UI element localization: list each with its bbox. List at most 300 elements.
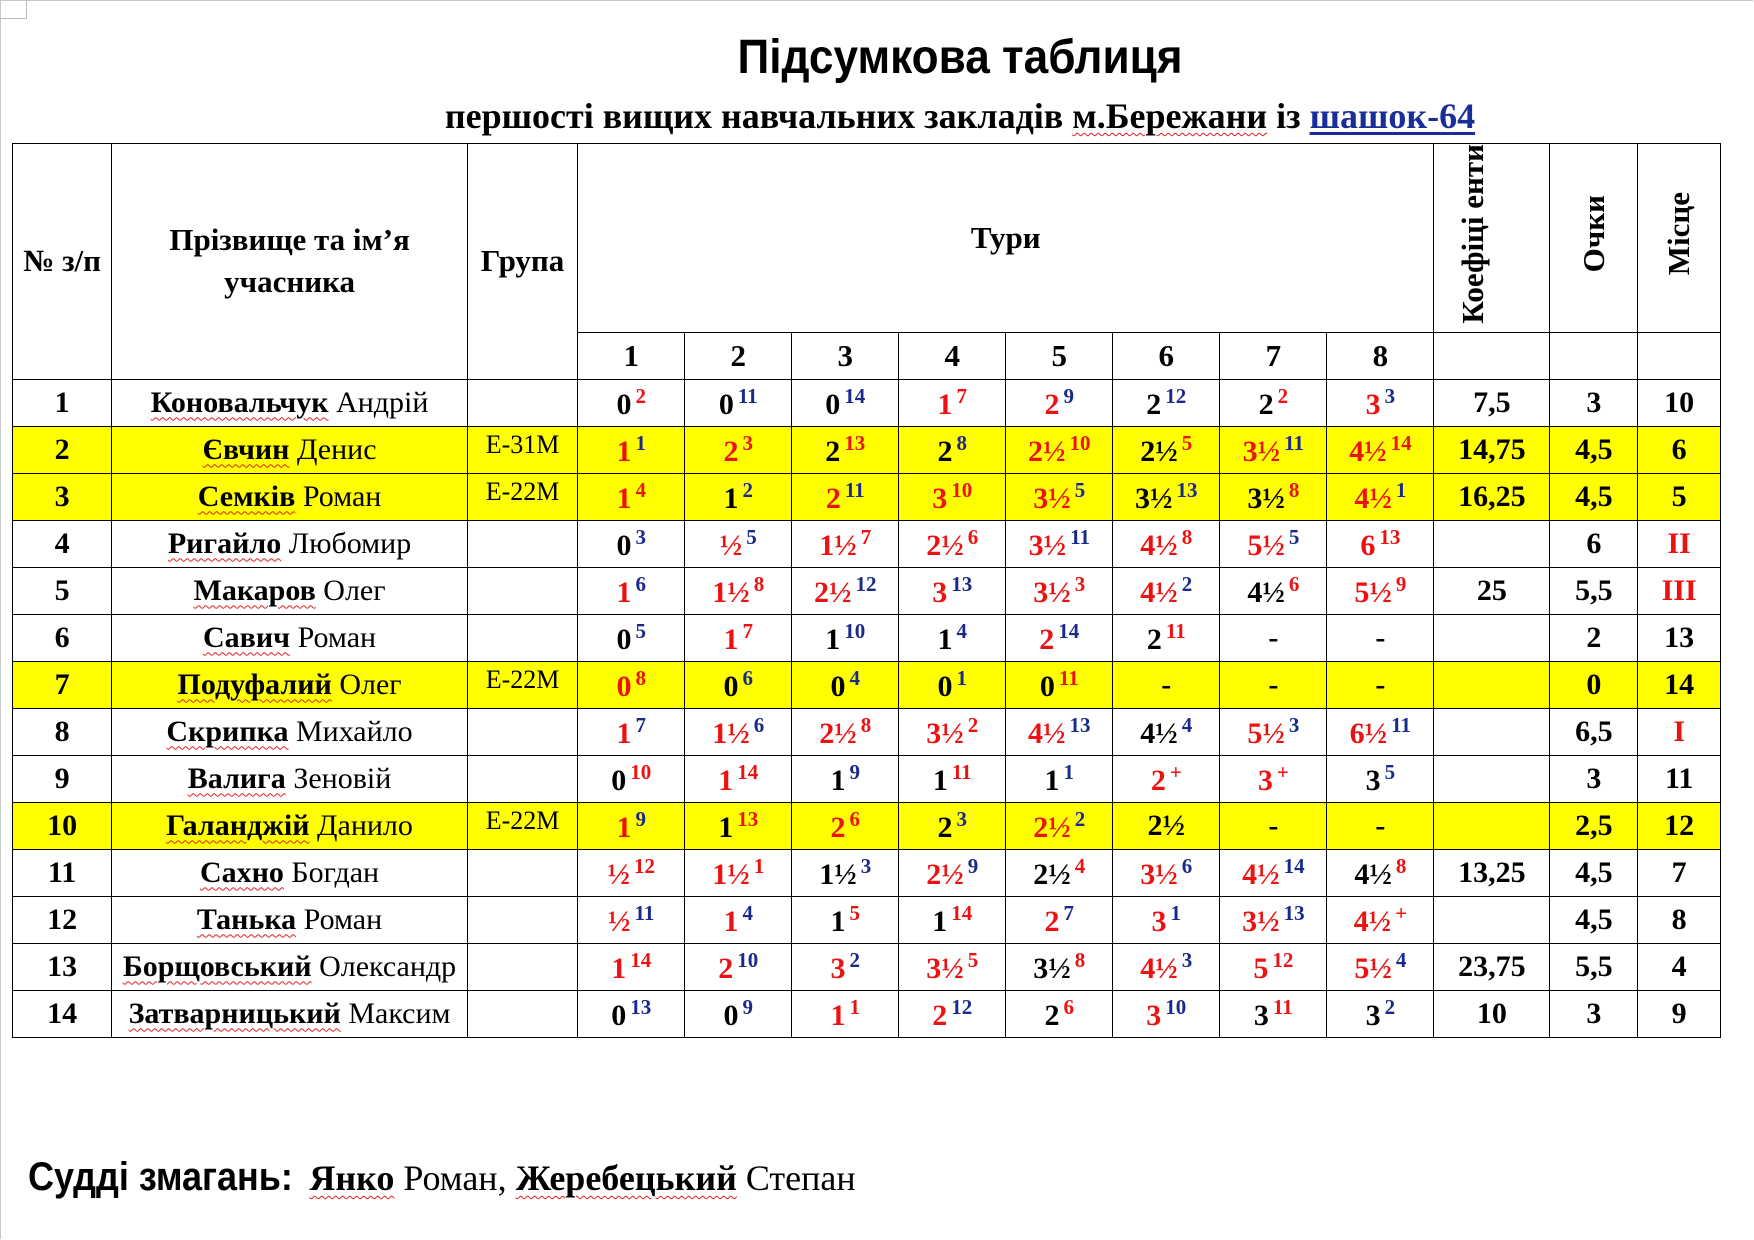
round-opponent: 4 (956, 618, 968, 643)
round-opponent: 13 (1176, 477, 1198, 502)
round-result (1006, 990, 1113, 1037)
participant-group (467, 379, 577, 426)
round-opponent: + (1395, 900, 1408, 925)
round-opponent: 1 (635, 430, 646, 455)
round-score: 1 (937, 387, 953, 421)
round-result (685, 567, 792, 614)
round-result (685, 943, 792, 990)
round-opponent: 3 (860, 853, 872, 878)
round-opponent: 10 (844, 618, 866, 643)
round-opponent: 11 (634, 900, 655, 925)
round-score: 0 (830, 669, 846, 703)
round-opponent: 8 (1395, 853, 1407, 878)
round-opponent: 2 (967, 712, 979, 737)
round-score: 0 (616, 669, 632, 703)
round-result (578, 708, 685, 755)
round-opponent: 1 (849, 994, 860, 1019)
round-score: 3½ (1242, 434, 1281, 468)
header-points: Очки (1550, 144, 1638, 333)
round-opponent: 10 (1165, 994, 1187, 1019)
coefficient: 23,75 (1434, 943, 1550, 990)
round-score: 1 (830, 904, 846, 938)
round-opponent: 10 (737, 947, 759, 972)
round-number: 4 (899, 332, 1006, 379)
round-opponent: 13 (1283, 900, 1305, 925)
round-result (685, 708, 792, 755)
round-opponent: 5 (967, 947, 979, 972)
round-opponent: 6 (635, 571, 646, 596)
round-opponent: 5 (746, 524, 757, 549)
round-opponent: 14 (1390, 430, 1412, 455)
round-result (1220, 661, 1327, 708)
participant-firstname: Роман (303, 902, 383, 936)
round-score: 0 (611, 998, 627, 1032)
round-opponent: 12 (855, 571, 877, 596)
participant-firstname: Олександр (319, 949, 457, 983)
round-opponent: 11 (1391, 712, 1411, 737)
round-score: 2 (1044, 904, 1060, 938)
round-score: 2½ (1033, 857, 1071, 891)
judge-1-name: Роман, (403, 1158, 507, 1198)
place: 8 (1638, 896, 1721, 943)
round-opponent: 14 (737, 759, 759, 784)
round-score: 4½ (1140, 951, 1178, 985)
participant-group: Е-31М (467, 426, 577, 473)
row-number: 14 (13, 990, 112, 1037)
round-score: 1 (723, 904, 739, 938)
participant-group (467, 943, 577, 990)
participant-surname: Ригайло (167, 526, 282, 560)
round-opponent: 8 (956, 430, 968, 455)
round-result (792, 802, 899, 849)
participant-name (112, 755, 468, 802)
participant-surname: Макаров (193, 573, 316, 607)
round-opponent: 8 (860, 712, 872, 737)
round-score: 2 (718, 951, 734, 985)
participant-firstname: Денис (296, 432, 377, 466)
points: 4,5 (1550, 426, 1638, 473)
round-result (685, 379, 792, 426)
round-score: 4½ (1354, 481, 1392, 515)
round-opponent: 9 (1063, 383, 1075, 408)
round-result (685, 990, 792, 1037)
round-opponent: 11 (1284, 430, 1304, 455)
round-result (685, 520, 792, 567)
round-opponent: 14 (844, 383, 866, 408)
round-opponent: 6 (742, 665, 753, 690)
round-opponent: 9 (742, 994, 753, 1019)
round-score: 3½ (1033, 951, 1071, 985)
round-number: 7 (1220, 332, 1327, 379)
round-score: 1 (825, 622, 841, 656)
round-score: 2½ (926, 528, 964, 562)
judge-2-surname: Жеребецький (515, 1158, 737, 1198)
round-result (899, 520, 1006, 567)
round-opponent: 13 (951, 571, 973, 596)
round-opponent: 14 (630, 947, 652, 972)
table-row (13, 896, 1721, 943)
row-number: 10 (13, 802, 112, 849)
round-result (1006, 802, 1113, 849)
round-result (792, 896, 899, 943)
round-opponent: + (1276, 759, 1289, 784)
points: 6,5 (1550, 708, 1638, 755)
round-score: 0 (825, 387, 841, 421)
round-score: ½ (719, 528, 743, 562)
round-opponent: 11 (844, 477, 865, 502)
coefficient (1434, 661, 1550, 708)
round-opponent: 2 (1277, 383, 1289, 408)
page-subtitle (0, 95, 1754, 137)
round-result (899, 755, 1006, 802)
round-number: 2 (685, 332, 792, 379)
round-opponent: 13 (844, 430, 866, 455)
round-result (792, 708, 899, 755)
round-opponent: 10 (1069, 430, 1091, 455)
round-number: 8 (1327, 332, 1434, 379)
round-score: 3½ (1033, 481, 1071, 515)
round-opponent: 4 (849, 665, 860, 690)
table-row (13, 426, 1721, 473)
round-score: 1 (937, 622, 953, 656)
round-score: 4½ (1349, 434, 1387, 468)
coefficient (1434, 755, 1550, 802)
round-opponent: 1 (1170, 900, 1182, 925)
round-score: 1 (616, 810, 632, 844)
round-result (792, 755, 899, 802)
round-opponent: 3 (1181, 947, 1193, 972)
round-score: 2 (1039, 622, 1055, 656)
participant-name (112, 849, 468, 896)
participant-group (467, 896, 577, 943)
round-result (1220, 755, 1327, 802)
round-result (1006, 943, 1113, 990)
header-place: Місце (1638, 144, 1721, 333)
participant-name (112, 426, 468, 473)
round-result (685, 896, 792, 943)
round-score: 5½ (1247, 716, 1285, 750)
round-opponent: 10 (951, 477, 973, 502)
round-score: 2 (1044, 998, 1060, 1032)
participant-firstname: Богдан (291, 855, 380, 889)
round-score: 4½ (1140, 575, 1178, 609)
round-opponent: 2 (635, 383, 646, 408)
round-result (685, 849, 792, 896)
round-result (1220, 473, 1327, 520)
round-opponent: 6 (1063, 994, 1075, 1019)
round-opponent: 8 (1074, 947, 1086, 972)
round-result (792, 473, 899, 520)
participant-name (112, 943, 468, 990)
round-result (1113, 849, 1220, 896)
round-opponent: 2 (742, 477, 753, 502)
round-result (1327, 896, 1434, 943)
round-result (578, 379, 685, 426)
points: 2 (1550, 614, 1638, 661)
participant-name (112, 661, 468, 708)
round-result (1006, 426, 1113, 473)
round-result (1113, 943, 1220, 990)
round-opponent: 5 (1074, 477, 1086, 502)
round-score: - (1268, 808, 1279, 842)
coefficient: 16,25 (1434, 473, 1550, 520)
round-result (1113, 708, 1220, 755)
round-score: 3 (830, 951, 846, 985)
round-score: 3 (1365, 387, 1381, 421)
round-opponent: 5 (1181, 430, 1193, 455)
points: 6 (1550, 520, 1638, 567)
round-score: 0 (616, 622, 632, 656)
round-result (578, 661, 685, 708)
page-title: Підсумкова таблиця (737, 31, 1183, 84)
round-result (899, 802, 1006, 849)
place: III (1638, 567, 1721, 614)
coefficient: 25 (1434, 567, 1550, 614)
round-score: 3½ (1247, 481, 1285, 515)
round-result (1006, 614, 1113, 661)
round-score: 2½ (1140, 434, 1178, 468)
round-opponent: 12 (633, 853, 655, 878)
points: 0 (1550, 661, 1638, 708)
round-opponent: 6 (967, 524, 979, 549)
round-opponent: 5 (1384, 759, 1396, 784)
round-result (1220, 896, 1327, 943)
round-result (1006, 567, 1113, 614)
round-result (1327, 473, 1434, 520)
round-score: 5½ (1247, 528, 1285, 562)
round-score: 3½ (1140, 857, 1178, 891)
judge-1-surname: Янко (309, 1158, 395, 1198)
round-score: 2 (830, 810, 846, 844)
header-name: Прізвище та ім’я учасника (112, 144, 468, 380)
round-score: 3 (1365, 763, 1381, 797)
round-result (578, 849, 685, 896)
round-score: 1½ (712, 857, 750, 891)
table-row (13, 473, 1721, 520)
coefficient: 14,75 (1434, 426, 1550, 473)
coefficient: 13,25 (1434, 849, 1550, 896)
round-opponent: 1 (1395, 477, 1407, 502)
round-result (792, 567, 899, 614)
round-result (1220, 708, 1327, 755)
round-score: - (1375, 808, 1386, 842)
round-score: 1 (723, 481, 739, 515)
points: 5,5 (1550, 943, 1638, 990)
place: 14 (1638, 661, 1721, 708)
round-result (899, 990, 1006, 1037)
round-score: 1 (616, 434, 632, 468)
participant-firstname: Максим (348, 996, 451, 1030)
round-opponent: 4 (1074, 853, 1086, 878)
place: 4 (1638, 943, 1721, 990)
round-result (899, 426, 1006, 473)
round-score: - (1375, 620, 1386, 654)
round-result (578, 990, 685, 1037)
round-score: 3 (1151, 904, 1167, 938)
round-score: 2 (1044, 387, 1060, 421)
round-result (1220, 426, 1327, 473)
round-opponent: 9 (635, 806, 646, 831)
points: 3 (1550, 755, 1638, 802)
round-result (1220, 614, 1327, 661)
coefficient: 10 (1434, 990, 1550, 1037)
table-row (13, 614, 1721, 661)
row-number: 2 (13, 426, 112, 473)
participant-firstname: Михайло (295, 714, 413, 748)
round-opponent: 2 (1074, 806, 1086, 831)
round-score: 3 (1146, 998, 1162, 1032)
table-row (13, 943, 1721, 990)
round-score: 4½ (1140, 716, 1178, 750)
round-score: 1 (718, 810, 734, 844)
round-opponent: 11 (737, 383, 758, 408)
participant-firstname: Данило (317, 808, 413, 842)
coefficient (1434, 614, 1550, 661)
round-score: 1½ (712, 575, 750, 609)
round-result (1113, 614, 1220, 661)
round-opponent: 10 (630, 759, 652, 784)
round-score: 2½ (926, 857, 964, 891)
round-opponent: 6 (849, 806, 860, 831)
round-score: 3 (932, 575, 948, 609)
participant-name (112, 567, 468, 614)
round-result (899, 379, 1006, 426)
round-score: 1½ (712, 716, 750, 750)
round-score: 5 (1253, 951, 1269, 985)
round-number: 5 (1006, 332, 1113, 379)
round-score: 5½ (1354, 951, 1392, 985)
round-result (685, 802, 792, 849)
round-result (792, 426, 899, 473)
round-score: 1 (830, 763, 846, 797)
participant-firstname: Олег (323, 573, 386, 607)
round-opponent: 12 (1165, 383, 1187, 408)
round-result (1327, 943, 1434, 990)
round-score: 5½ (1354, 575, 1392, 609)
round-result (792, 943, 899, 990)
round-opponent: 4 (1395, 947, 1407, 972)
participant-group: Е-22М (467, 802, 577, 849)
round-result (1327, 520, 1434, 567)
round-result (578, 426, 685, 473)
round-score: 2½ (1147, 808, 1186, 842)
row-number: 5 (13, 567, 112, 614)
round-result (1113, 990, 1220, 1037)
round-opponent: 3 (1288, 712, 1300, 737)
round-opponent: 14 (1283, 853, 1305, 878)
subtitle-link[interactable]: шашок-64 (1309, 96, 1476, 136)
round-result (792, 990, 899, 1037)
header-rounds: Тури (578, 144, 1434, 333)
header-coef: Коефіці енти (1434, 144, 1550, 333)
round-score: 0 (611, 763, 627, 797)
participant-name (112, 520, 468, 567)
round-result (1113, 896, 1220, 943)
round-score: 4½ (1028, 716, 1066, 750)
round-score: - (1161, 667, 1172, 701)
participant-surname: Скрипка (166, 714, 289, 748)
header-num: № з/п (13, 144, 112, 380)
round-score: 2½ (1028, 434, 1066, 468)
coefficient (1434, 708, 1550, 755)
subtitle-city: м.Бережани (1072, 96, 1268, 136)
participant-surname: Євчин (202, 432, 290, 466)
round-result (1006, 379, 1113, 426)
round-result (792, 849, 899, 896)
subtitle-text: першості вищих навчальних закладів (444, 96, 1064, 136)
round-opponent: 7 (1063, 900, 1075, 925)
round-result (1327, 614, 1434, 661)
judges-line (28, 1155, 856, 1200)
round-score: 3 (1257, 763, 1273, 797)
participant-surname: Подуфалий (177, 667, 332, 701)
round-opponent: 4 (742, 900, 753, 925)
round-result (1006, 661, 1113, 708)
round-opponent: 11 (951, 759, 972, 784)
round-score: 4½ (1242, 857, 1280, 891)
participant-group (467, 755, 577, 802)
participant-firstname: Андрій (336, 385, 429, 419)
round-score: 2 (937, 434, 953, 468)
place: 11 (1638, 755, 1721, 802)
row-number: 11 (13, 849, 112, 896)
round-result (578, 614, 685, 661)
row-number: 6 (13, 614, 112, 661)
participant-surname: Затварницький (128, 996, 341, 1030)
row-number: 9 (13, 755, 112, 802)
round-result (1220, 379, 1327, 426)
round-score: 3½ (1135, 481, 1173, 515)
round-result (1113, 520, 1220, 567)
round-opponent: 14 (951, 900, 973, 925)
round-result (1113, 661, 1220, 708)
round-opponent: 9 (967, 853, 979, 878)
place: 5 (1638, 473, 1721, 520)
round-score: 1 (830, 998, 846, 1032)
round-opponent: 1 (956, 665, 968, 690)
place: 6 (1638, 426, 1721, 473)
round-score: 1 (616, 481, 632, 515)
round-result (1327, 426, 1434, 473)
participant-surname: Савич (202, 620, 291, 654)
round-result (1327, 567, 1434, 614)
coefficient: 7,5 (1434, 379, 1550, 426)
round-score: 1 (718, 763, 734, 797)
table-row (13, 661, 1721, 708)
participant-surname: Галанджій (166, 808, 310, 842)
round-opponent: 8 (1288, 477, 1300, 502)
round-opponent: 2 (1181, 571, 1193, 596)
round-result (685, 661, 792, 708)
round-score: 2½ (814, 575, 852, 609)
participant-surname: Борщовський (122, 949, 312, 983)
round-score: 2 (937, 810, 953, 844)
round-result (578, 896, 685, 943)
round-score: 0 (937, 669, 953, 703)
round-result (1113, 802, 1220, 849)
round-result (899, 661, 1006, 708)
round-opponent: 7 (860, 524, 872, 549)
header-group: Група (467, 144, 577, 380)
round-score: 2 (825, 434, 841, 468)
coefficient (1434, 520, 1550, 567)
round-score: - (1268, 667, 1279, 701)
points: 2,5 (1550, 802, 1638, 849)
participant-name (112, 379, 468, 426)
results-table (12, 143, 1721, 1038)
round-opponent: 6 (1288, 571, 1300, 596)
participant-surname: Семків (197, 479, 296, 513)
